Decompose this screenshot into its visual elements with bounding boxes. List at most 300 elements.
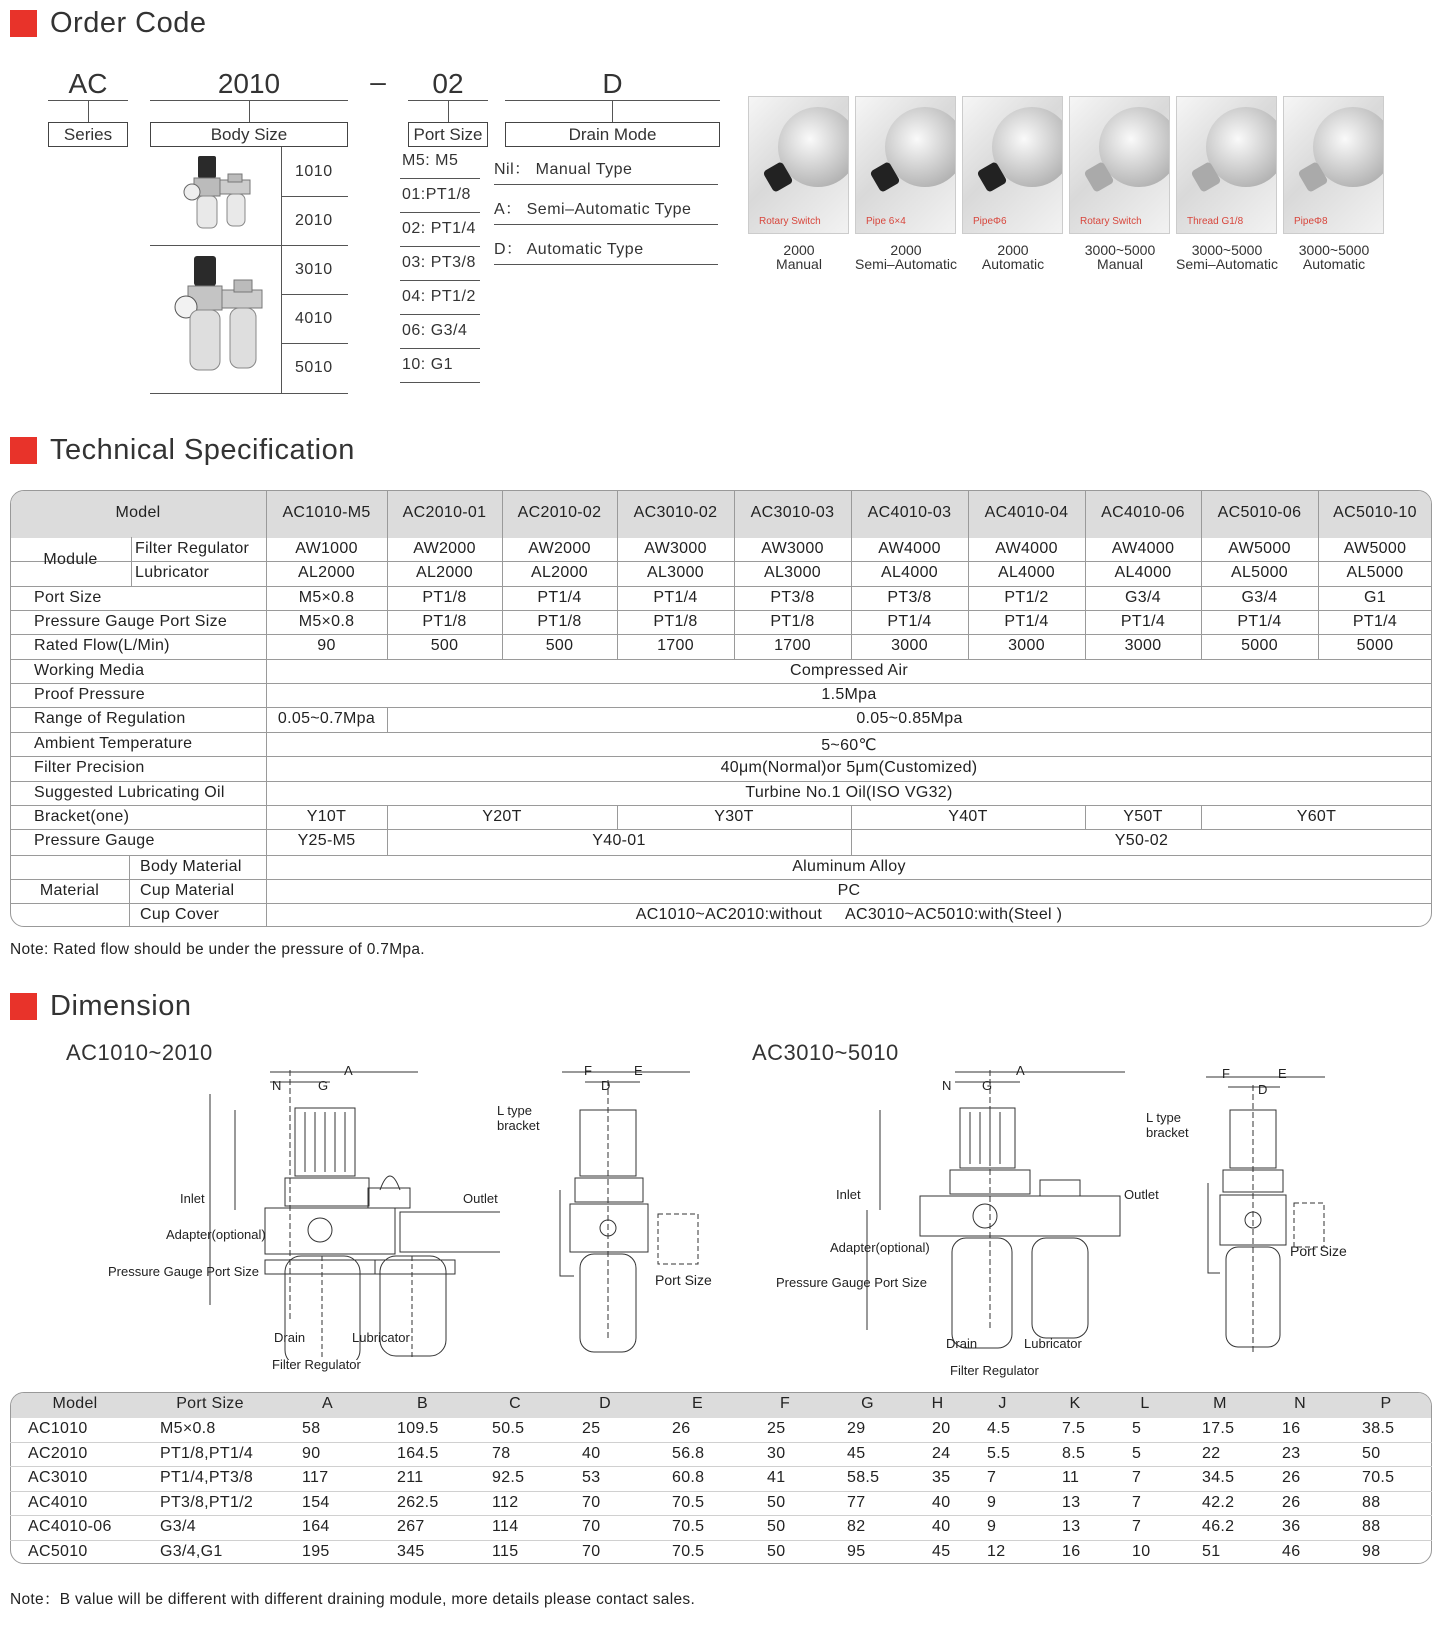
spec-cell: AW4000 bbox=[1111, 540, 1175, 557]
grid-line bbox=[10, 1442, 1432, 1443]
spec-cell: 5000 bbox=[1356, 637, 1394, 654]
tech-spec-heading bbox=[10, 434, 355, 467]
drain-photo bbox=[748, 96, 849, 234]
dimension-cell: PT1/8,PT1/4 bbox=[160, 1444, 254, 1462]
grid-line bbox=[10, 659, 1432, 660]
dimension-cell: 345 bbox=[397, 1542, 425, 1560]
drain-photo bbox=[962, 96, 1063, 234]
grid-line bbox=[10, 1515, 1432, 1516]
dimension-cell: PT3/8,PT1/2 bbox=[160, 1493, 254, 1511]
dimension-column-header: C bbox=[509, 1395, 521, 1412]
dimension-cell: 112 bbox=[492, 1493, 519, 1511]
outlet-label: Outlet bbox=[463, 1191, 498, 1206]
dimension-drawing-small-side bbox=[540, 1060, 710, 1360]
dimension-cell: 35 bbox=[932, 1469, 951, 1486]
dimension-cell: 211 bbox=[397, 1469, 424, 1486]
spec-cell: AL4000 bbox=[881, 564, 938, 581]
divider bbox=[400, 382, 480, 383]
drain-photo bbox=[1176, 96, 1277, 234]
grid-line bbox=[387, 490, 388, 537]
model-column-header: AC5010-10 bbox=[1333, 504, 1417, 521]
divider bbox=[400, 246, 480, 247]
dimension-cell: 25 bbox=[582, 1420, 601, 1437]
dimension-model-cell: AC2010 bbox=[28, 1444, 88, 1462]
port-size-label: Port Size bbox=[1290, 1243, 1347, 1259]
dimension-cell: 58 bbox=[302, 1420, 321, 1437]
lubricator-label: Lubricator bbox=[1024, 1336, 1082, 1351]
spec-cell: PT1/8 bbox=[422, 589, 467, 606]
dimension-cell: 53 bbox=[582, 1469, 601, 1486]
section-title: Technical Specification bbox=[50, 434, 355, 466]
drain-mode-item: A： Semi–Automatic Type bbox=[494, 201, 692, 218]
section-title: Order Code bbox=[50, 7, 207, 39]
grid-line bbox=[10, 756, 1432, 757]
model-column-header: AC2010-01 bbox=[402, 504, 487, 521]
dimension-drawing-small-front bbox=[100, 1060, 500, 1360]
dimension-cell: 40 bbox=[932, 1493, 951, 1511]
spec-cell: 1700 bbox=[657, 637, 694, 654]
spec-cell: AL3000 bbox=[764, 564, 821, 581]
spec-cell: PT1/8 bbox=[770, 613, 815, 630]
body-size-item: 1010 bbox=[295, 163, 333, 180]
port-code: 02 bbox=[432, 68, 464, 99]
inlet-label: Inlet bbox=[836, 1187, 861, 1202]
dim-letter: D bbox=[601, 1078, 611, 1093]
spec-cell: AW3000 bbox=[761, 540, 824, 557]
dimension-column-header: F bbox=[779, 1395, 791, 1412]
grid-line bbox=[131, 537, 132, 586]
dimension-title-small: AC1010~2010 bbox=[66, 1040, 213, 1065]
dimension-cell: 50.5 bbox=[492, 1420, 525, 1437]
dimension-cell: 78 bbox=[492, 1444, 511, 1462]
dimension-drawing-large-side bbox=[1190, 1065, 1340, 1365]
section-marker bbox=[10, 10, 37, 37]
separator bbox=[281, 147, 282, 393]
spec-cell: PT1/4 bbox=[1237, 613, 1282, 630]
divider bbox=[281, 343, 348, 344]
port-size-item: 10: G1 bbox=[402, 356, 454, 373]
bracket-label: Bracket(one) bbox=[34, 808, 130, 825]
spec-cell: Y25-M5 bbox=[297, 832, 356, 849]
dimension-cell: 40 bbox=[582, 1444, 601, 1462]
dimension-cell: 115 bbox=[492, 1542, 519, 1560]
dimension-cell: 51 bbox=[1202, 1542, 1221, 1560]
dimension-cell: 50 bbox=[1362, 1444, 1381, 1462]
connector bbox=[612, 100, 613, 122]
spec-cell: 1.5Mpa bbox=[821, 686, 877, 703]
dimension-cell: 45 bbox=[932, 1542, 951, 1560]
model-column-header: AC4010-03 bbox=[867, 504, 952, 521]
dimension-cell: 92.5 bbox=[492, 1469, 525, 1486]
photo-label: 3000~5000 Manual bbox=[1084, 242, 1156, 272]
spec-cell: AL3000 bbox=[647, 564, 704, 581]
dimension-note: Note：B value will be different with different draining module, more details please contact sales. bbox=[10, 1591, 696, 1608]
spec-cell: 90 bbox=[317, 637, 336, 654]
dim-letter: F bbox=[584, 1063, 592, 1078]
dimension-cell: M5×0.8 bbox=[160, 1420, 216, 1437]
spec-cell: PT3/8 bbox=[770, 589, 815, 606]
media-label: Working Media bbox=[34, 662, 145, 679]
dimension-cell: 164 bbox=[302, 1518, 330, 1535]
body-code: 2010 bbox=[217, 68, 281, 99]
small-frl-unit-image bbox=[180, 152, 270, 242]
section-marker bbox=[10, 437, 37, 464]
lubricator-label: Lubricator bbox=[352, 1330, 410, 1345]
grid-line bbox=[968, 490, 969, 537]
spec-cell: G3/4 bbox=[1241, 589, 1278, 606]
dimension-cell: 5.5 bbox=[987, 1444, 1011, 1462]
photo-caption: PipeΦ6 bbox=[973, 216, 1007, 227]
dimension-cell: 70.5 bbox=[672, 1542, 705, 1560]
drain-photo bbox=[1069, 96, 1170, 234]
divider bbox=[150, 245, 348, 246]
model-column-header: AC1010-M5 bbox=[282, 504, 371, 521]
model-column-header: AC5010-06 bbox=[1217, 504, 1302, 521]
dimension-model-cell: AC3010 bbox=[28, 1469, 88, 1486]
dimension-cell: 38.5 bbox=[1362, 1420, 1395, 1437]
dimension-cell: 9 bbox=[987, 1493, 997, 1511]
spec-cell: AL4000 bbox=[998, 564, 1055, 581]
spec-cell: Y50-02 bbox=[1114, 832, 1169, 849]
filter-regulator-label: Filter Regulator bbox=[950, 1363, 1039, 1378]
spec-cell: 3000 bbox=[891, 637, 928, 654]
port-size-item: M5: M5 bbox=[402, 152, 459, 169]
dimension-cell: 90 bbox=[302, 1444, 321, 1462]
dimension-cell: 26 bbox=[672, 1420, 691, 1437]
dimension-cell: 50 bbox=[767, 1518, 786, 1535]
spec-cell: Y40-01 bbox=[592, 832, 646, 849]
dash: – bbox=[370, 66, 386, 97]
drain-mode-item: Nil： Manual Type bbox=[494, 161, 633, 178]
grid-line bbox=[266, 490, 267, 537]
spec-cell: Y20T bbox=[482, 808, 522, 825]
body-size-item: 2010 bbox=[295, 212, 333, 229]
spec-cell: 500 bbox=[545, 637, 574, 654]
divider bbox=[150, 393, 348, 394]
dim-letter: D bbox=[1258, 1082, 1268, 1097]
filter-regulator-label: Filter Regulator bbox=[272, 1357, 361, 1372]
photo-label: 2000 Automatic bbox=[981, 242, 1045, 272]
drain-label: Drain bbox=[946, 1336, 978, 1351]
dimension-cell: 4.5 bbox=[987, 1420, 1011, 1437]
grid-line bbox=[10, 683, 1432, 684]
grid-line bbox=[10, 903, 1432, 904]
dimension-cell: 12 bbox=[987, 1542, 1006, 1560]
model-column-header: AC3010-02 bbox=[633, 504, 718, 521]
dimension-cell: 42.2 bbox=[1202, 1493, 1235, 1511]
flow-label: Rated Flow(L/Min) bbox=[34, 637, 170, 654]
grid-line bbox=[10, 1540, 1432, 1541]
spec-cell: AW1000 bbox=[295, 540, 358, 557]
drain-mode-header: Drain Mode bbox=[505, 122, 720, 147]
large-frl-unit-image bbox=[172, 252, 272, 382]
filter-regulator-label: Filter Regulator bbox=[135, 540, 250, 557]
grid-line bbox=[10, 1466, 1432, 1467]
grid-line bbox=[1085, 490, 1086, 537]
spec-cell: PT1/4 bbox=[537, 589, 582, 606]
divider bbox=[494, 224, 718, 225]
spec-cell: AW2000 bbox=[528, 540, 591, 557]
dimension-cell: 70.5 bbox=[672, 1518, 705, 1535]
dimension-cell: 5 bbox=[1132, 1420, 1142, 1437]
dimension-cell: 7 bbox=[987, 1469, 997, 1486]
grid-line bbox=[851, 490, 852, 537]
drain-photo bbox=[1283, 96, 1384, 234]
gauge-label: Pressure Gauge bbox=[34, 832, 155, 849]
dimension-cell: 45 bbox=[847, 1444, 866, 1462]
body-material-label: Body Material bbox=[140, 858, 242, 875]
dimension-cell: 26 bbox=[1282, 1493, 1301, 1511]
grid-line bbox=[1201, 490, 1202, 537]
port-size-label: Port Size bbox=[655, 1272, 712, 1288]
cup-material-label: Cup Material bbox=[140, 882, 235, 899]
divider bbox=[494, 264, 718, 265]
dimension-cell: 46 bbox=[1282, 1542, 1301, 1560]
dimension-cell: 30 bbox=[767, 1444, 786, 1462]
divider bbox=[494, 184, 718, 185]
photo-caption: PipeΦ8 bbox=[1294, 216, 1328, 227]
spec-cell: 500 bbox=[430, 637, 459, 654]
spec-cell: Y10T bbox=[306, 808, 347, 825]
dimension-column-header: P bbox=[1380, 1395, 1392, 1412]
dimension-cell: 82 bbox=[847, 1518, 866, 1535]
dimension-cell: G3/4 bbox=[160, 1518, 196, 1535]
spec-cell: M5×0.8 bbox=[298, 589, 355, 606]
drain-photo bbox=[855, 96, 956, 234]
port-size-item: 02: PT1/4 bbox=[402, 220, 476, 237]
dim-letter: E bbox=[1278, 1066, 1287, 1081]
dim-letter: G bbox=[318, 1078, 329, 1093]
dimension-column-header: H bbox=[931, 1395, 944, 1412]
dimension-column-header: D bbox=[599, 1395, 611, 1412]
dimension-cell: 22 bbox=[1202, 1444, 1221, 1462]
spec-cell: PT1/8 bbox=[422, 613, 467, 630]
dimension-cell: 70.5 bbox=[1362, 1469, 1395, 1486]
spec-cell: 1700 bbox=[774, 637, 811, 654]
dimension-cell: 58.5 bbox=[847, 1469, 880, 1486]
oil-label: Suggested Lubricating Oil bbox=[34, 784, 225, 801]
grid-line bbox=[502, 490, 503, 537]
dimension-cell: 36 bbox=[1282, 1518, 1301, 1535]
dimension-cell: 40 bbox=[932, 1518, 951, 1535]
spec-cell: AL5000 bbox=[1346, 564, 1404, 581]
dimension-column-header: M bbox=[1213, 1395, 1227, 1412]
dim-letter: F bbox=[1222, 1066, 1230, 1081]
dimension-column-header: Port Size bbox=[176, 1395, 244, 1412]
outlet-label: Outlet bbox=[1124, 1187, 1159, 1202]
spec-cell: PT1/4 bbox=[887, 613, 932, 630]
spec-cell: AW5000 bbox=[1228, 540, 1291, 557]
dimension-cell: 70 bbox=[582, 1542, 601, 1560]
connector bbox=[88, 100, 89, 122]
l-bracket-label: L type bracket bbox=[497, 1103, 540, 1133]
spec-cell: AW4000 bbox=[878, 540, 941, 557]
spec-cell: PT1/8 bbox=[537, 613, 582, 630]
spec-cell: PT3/8 bbox=[887, 589, 932, 606]
dimension-cell: 88 bbox=[1362, 1518, 1381, 1535]
material-label: Material bbox=[39, 882, 100, 899]
dimension-cell: 11 bbox=[1062, 1469, 1080, 1486]
series-header: Series bbox=[48, 122, 128, 147]
proof-label: Proof Pressure bbox=[34, 686, 145, 703]
cup-cover-label: Cup Cover bbox=[140, 906, 220, 923]
grid-line bbox=[10, 634, 1432, 635]
port-size-header: Port Size bbox=[408, 122, 488, 147]
photo-label: 2000 Semi–Automatic bbox=[855, 242, 957, 272]
connector bbox=[448, 100, 449, 122]
spec-cell: PC bbox=[837, 882, 861, 899]
dimension-cell: 9 bbox=[987, 1518, 997, 1535]
drain-mode-item: D： Automatic Type bbox=[494, 241, 644, 258]
drain-label: Drain bbox=[274, 1330, 306, 1345]
spec-cell: Y50T bbox=[1123, 808, 1163, 825]
photo-label: 3000~5000 Semi–Automatic bbox=[1176, 242, 1278, 272]
dimension-cell: 13 bbox=[1062, 1493, 1081, 1511]
grid-line bbox=[10, 855, 1432, 856]
divider bbox=[400, 314, 480, 315]
connector bbox=[249, 100, 250, 122]
dimension-column-header: Model bbox=[52, 1395, 98, 1412]
drain-code: D bbox=[602, 68, 623, 99]
grid-line bbox=[129, 855, 130, 927]
spec-cell: 5~60℃ bbox=[821, 737, 877, 754]
grid-line bbox=[734, 490, 735, 537]
spec-cell: AL2000 bbox=[416, 564, 473, 581]
dimension-model-cell: AC4010-06 bbox=[28, 1518, 112, 1535]
port-size-item: 01:PT1/8 bbox=[402, 186, 471, 203]
photo-caption: Pipe 6×4 bbox=[866, 216, 906, 227]
dimension-cell: 29 bbox=[847, 1420, 866, 1437]
dimension-cell: 41 bbox=[767, 1469, 786, 1486]
spec-cell: 40μm(Normal)or 5μm(Customized) bbox=[720, 759, 978, 776]
spec-cell: 3000 bbox=[1008, 637, 1045, 654]
model-column-header: AC3010-03 bbox=[750, 504, 835, 521]
dim-letter: N bbox=[942, 1078, 952, 1093]
dimension-cell: 60.8 bbox=[672, 1469, 705, 1486]
dimension-cell: 16 bbox=[1062, 1542, 1081, 1560]
dimension-cell: 77 bbox=[847, 1493, 866, 1511]
dimension-cell: 195 bbox=[302, 1542, 330, 1560]
dimension-column-header: N bbox=[1294, 1395, 1306, 1412]
spec-cell: PT1/4 bbox=[1004, 613, 1049, 630]
dimension-cell: 25 bbox=[767, 1420, 786, 1437]
spec-note: Note: Rated flow should be under the pressure of 0.7Mpa. bbox=[10, 941, 425, 958]
spec-cell: PT1/4 bbox=[1120, 613, 1166, 630]
dimension-cell: 50 bbox=[767, 1493, 786, 1511]
dimension-cell: 24 bbox=[932, 1444, 951, 1462]
port-size-item: 03: PT3/8 bbox=[402, 254, 476, 271]
dimension-cell: 70 bbox=[582, 1493, 601, 1511]
dimension-cell: 88 bbox=[1362, 1493, 1381, 1511]
module-label: Module bbox=[43, 551, 98, 568]
dimension-cell: 114 bbox=[492, 1518, 519, 1535]
grid-line bbox=[1318, 490, 1319, 537]
dim-letter: E bbox=[634, 1063, 643, 1078]
dimension-model-cell: AC4010 bbox=[28, 1493, 88, 1511]
dimension-model-cell: AC5010 bbox=[28, 1542, 88, 1560]
spec-cell: Turbine No.1 Oil(ISO VG32) bbox=[745, 784, 953, 801]
dimension-column-header: K bbox=[1069, 1395, 1081, 1412]
dimension-cell: 7 bbox=[1132, 1493, 1142, 1511]
order-code-heading bbox=[10, 7, 207, 40]
dimension-cell: 46.2 bbox=[1202, 1518, 1235, 1535]
spec-cell: AL5000 bbox=[1231, 564, 1288, 581]
grid-line bbox=[10, 781, 1432, 782]
dimension-cell: 17.5 bbox=[1202, 1420, 1235, 1437]
grid-line bbox=[10, 561, 1432, 562]
dimension-drawing-large-front bbox=[860, 1060, 1140, 1360]
dim-letter: A bbox=[1016, 1063, 1025, 1078]
range-label: Range of Regulation bbox=[34, 710, 186, 727]
port-size-item: 04: PT1/2 bbox=[402, 288, 476, 305]
port-size-item: 06: G3/4 bbox=[402, 322, 468, 339]
body-size-item: 3010 bbox=[295, 261, 333, 278]
dimension-cell: 98 bbox=[1362, 1542, 1381, 1560]
grid-line bbox=[10, 879, 1432, 880]
dimension-cell: 70 bbox=[582, 1518, 601, 1535]
dimension-cell: 7.5 bbox=[1062, 1420, 1086, 1437]
inlet-label: Inlet bbox=[180, 1191, 205, 1206]
spec-cell: AW2000 bbox=[413, 540, 476, 557]
dimension-cell: 5 bbox=[1132, 1444, 1142, 1462]
dimension-cell: 164.5 bbox=[397, 1444, 439, 1462]
dimension-cell: 7 bbox=[1132, 1518, 1142, 1535]
grid-line bbox=[10, 805, 1432, 806]
divider bbox=[400, 348, 480, 349]
dimension-cell: 117 bbox=[302, 1469, 329, 1486]
grid-line bbox=[10, 610, 1432, 611]
dimension-title-large: AC3010~5010 bbox=[752, 1040, 899, 1065]
dim-letter: N bbox=[272, 1078, 282, 1093]
spec-cell: 0.05~0.85Mpa bbox=[856, 710, 963, 727]
spec-cell: Y60T bbox=[1296, 808, 1337, 825]
photo-caption: Thread G1/8 bbox=[1187, 216, 1244, 227]
spec-cell: AW4000 bbox=[995, 540, 1058, 557]
dimension-cell: 262.5 bbox=[397, 1493, 439, 1511]
model-column-header: AC4010-04 bbox=[984, 504, 1069, 521]
dimension-heading bbox=[10, 990, 192, 1023]
grid-line bbox=[617, 490, 618, 537]
grid-line bbox=[10, 732, 1432, 733]
dimension-cell: 34.5 bbox=[1202, 1469, 1235, 1486]
section-marker bbox=[10, 993, 37, 1020]
dimension-cell: 267 bbox=[397, 1518, 425, 1535]
dimension-cell: 20 bbox=[932, 1420, 951, 1437]
spec-cell: AL2000 bbox=[298, 564, 355, 581]
spec-cell: AL2000 bbox=[531, 564, 588, 581]
spec-cell: PT1/4 bbox=[653, 589, 698, 606]
spec-cell: Y30T bbox=[714, 808, 754, 825]
spec-cell: AW3000 bbox=[644, 540, 707, 557]
body-size-item: 4010 bbox=[295, 310, 333, 327]
lubricator-label: Lubricator bbox=[135, 564, 210, 581]
spec-cell: M5×0.8 bbox=[298, 613, 355, 630]
dimension-cell: 13 bbox=[1062, 1518, 1081, 1535]
spec-cell: Aluminum Alloy bbox=[792, 858, 906, 875]
spec-cell: 3000 bbox=[1124, 637, 1162, 654]
divider bbox=[400, 212, 480, 213]
spec-cell: PT1/4 bbox=[1352, 613, 1398, 630]
dim-letter: A bbox=[344, 1063, 353, 1078]
divider bbox=[281, 196, 348, 197]
dimension-cell: 26 bbox=[1282, 1469, 1301, 1486]
port-size-label: Port Size bbox=[34, 589, 102, 606]
body-size-item: 5010 bbox=[295, 359, 333, 376]
section-title: Dimension bbox=[50, 990, 192, 1022]
gauge-port-label: Pressure Gauge Port Size bbox=[776, 1275, 928, 1290]
adapter-label: Adapter(optional) bbox=[166, 1227, 266, 1242]
photo-label: 2000 Manual bbox=[776, 242, 822, 272]
